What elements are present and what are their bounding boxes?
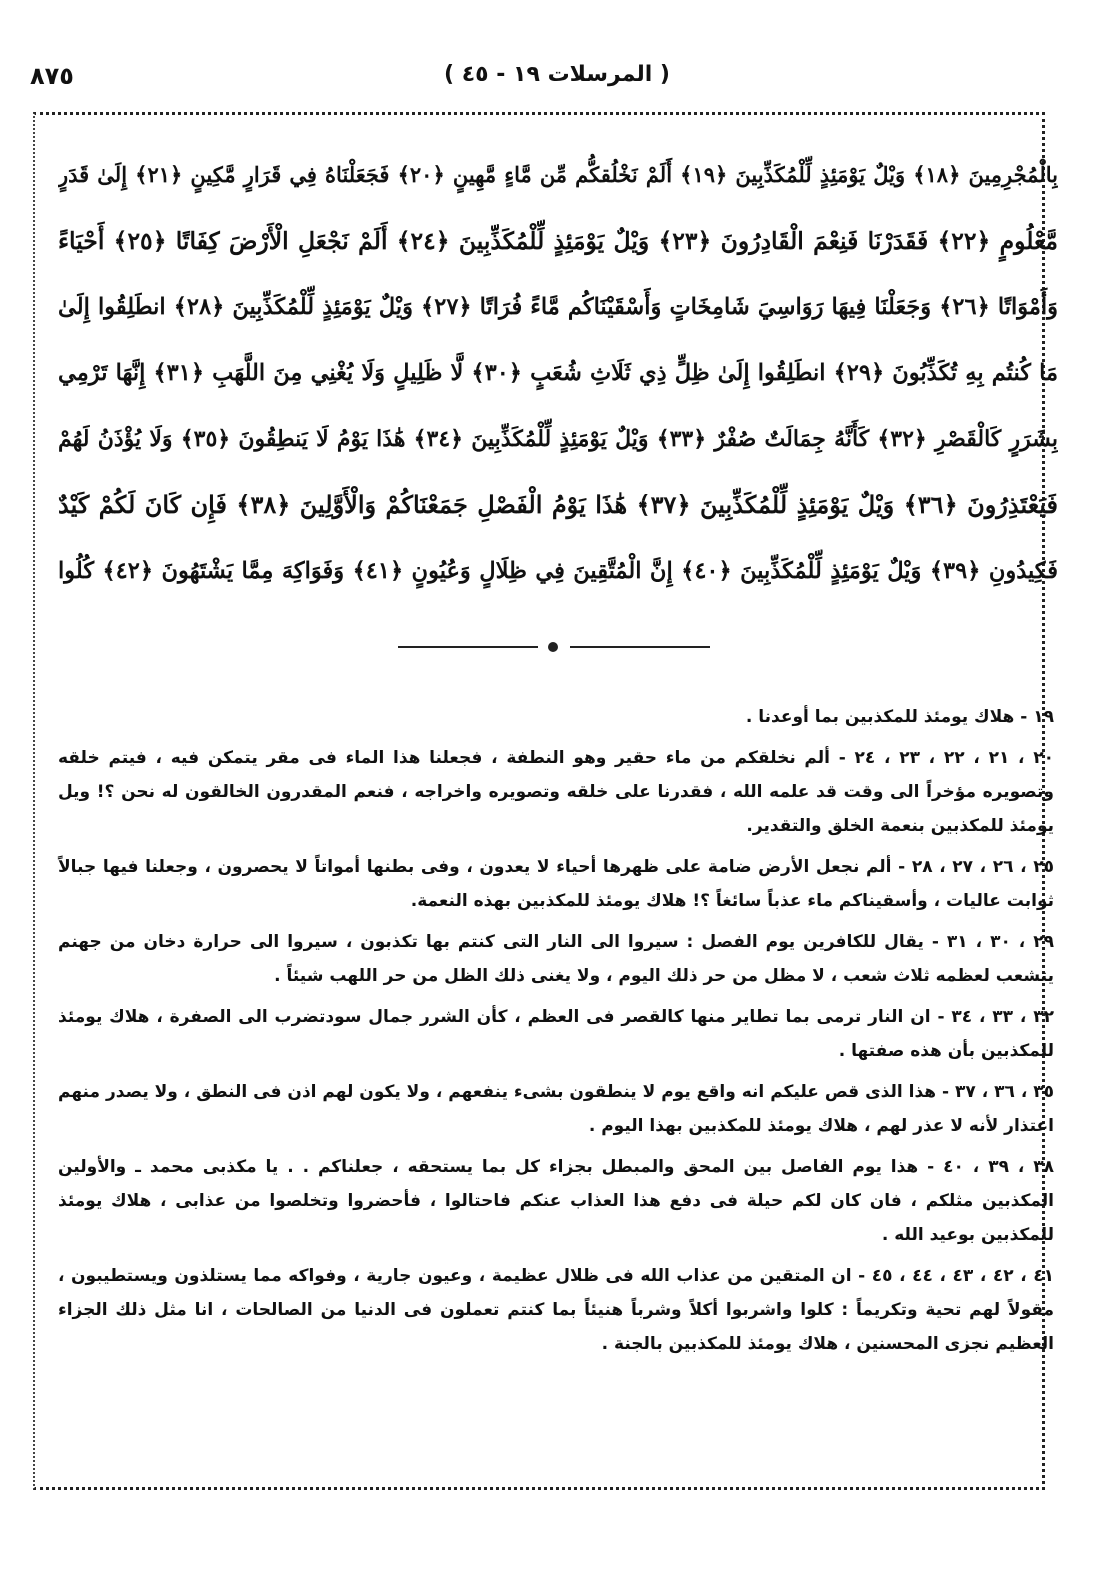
page-header bbox=[30, 62, 1084, 102]
commentary-paragraph: ١٩ - هلاك يومئذ للمكذبين بما أوعدنا . bbox=[745, 707, 1054, 727]
commentary-block bbox=[58, 700, 1054, 1368]
divider-line-left bbox=[398, 646, 538, 648]
verse-line: مَا كُنتُم بِهِ تُكَذِّبُونَ ﴿٢٩﴾ انطَلِقُوا إِلَىٰ ظِلٍّ ذِي ثَلَاثِ شُعَبٍ ﴿٣٠﴾ لَّا ظَلِيلٍ وَلَا يُغْنِي مِنَ اللَّهَبِ ﴿٣١﴾ إِنَّهَا تَرْمِي bbox=[58, 360, 1058, 386]
verse-line: فَكِيدُونِ ﴿٣٩﴾ وَيْلٌ يَوْمَئِذٍ لِّلْمُكَذِّبِينَ ﴿٤٠﴾ إِنَّ الْمُتَّقِينَ فِي ظِلَالٍ وَعُيُونٍ ﴿٤١﴾ وَفَوَاكِهَ مِمَّا يَشْتَهُونَ ﴿٤٢﴾ كُلُوا bbox=[58, 558, 1058, 584]
verse-line: فَيَعْتَذِرُونَ ﴿٣٦﴾ وَيْلٌ يَوْمَئِذٍ لِّلْمُكَذِّبِينَ ﴿٣٧﴾ هَٰذَا يَوْمُ الْفَصْلِ جَمَعْنَاكُمْ وَالْأَوَّلِينَ ﴿٣٨﴾ فَإِن كَانَ لَكُمْ كَيْدٌ bbox=[58, 490, 1058, 519]
commentary-paragraph: ٢٥ ، ٢٦ ، ٢٧ ، ٢٨ - ألم نجعل الأرض ضامة على ظهرها أحياء لا يعدون ، وفى بطنها أمواتاً لا يحصرون ، وجعلنا فيها جبالاً ثوابت عاليات ، وأسقيناكم ماء عذباً سائغاً ؟! هلاك يومئذ للمكذبين بهذه النعمة. bbox=[58, 857, 1055, 911]
commentary-paragraph: ٤١ ، ٤٢ ، ٤٣ ، ٤٤ ، ٤٥ - ان المتقين من عذاب الله فى ظلال عظيمة ، وعيون جارية ، وفواكه مما يستلذون ويستطيبون ، مقولاً لهم تحية وتكريماً : كلوا واشربوا أكلاً وشرباً هنيئاً بما كنتم تعملون فى الدنيا من الصالحات ، انا مثل ذلك الجزاء العظيم نجزى المحسنين ، هلاك يومئذ للمكذبين بالجنة . bbox=[58, 1266, 1054, 1354]
divider-ornament bbox=[548, 642, 558, 652]
commentary-paragraph: ٣٨ ، ٣٩ ، ٤٠ - هذا يوم الفاصل بين المحق والمبطل بجزاء كل بما يستحقه ، جعلناكم . . يا مكذبى محمد ـ والأولين المكذبين مثلكم ، فان كان لكم حيلة فى دفع هذا العذاب عنكم فاحتالوا ، فأحضروا وتخلصوا من عذابى ، هلاك يومئذ للمكذبين بوعيد الله . bbox=[58, 1157, 1055, 1245]
page-number: ٨٧٥ bbox=[30, 62, 74, 90]
divider-line-right bbox=[570, 646, 710, 648]
commentary-paragraph: ٣٥ ، ٣٦ ، ٣٧ - هذا الذى قص عليكم انه واقع يوم لا ينطقون بشىء ينفعهم ، ولا يكون لهم اذن فى النطق ، ولا يصدر منهم اعتذار لأنه لا عذر لهم ، هلاك يومئذ للمكذبين بهذا اليوم . bbox=[58, 1082, 1055, 1136]
verse-line: وَأَمْوَاتًا ﴿٢٦﴾ وَجَعَلْنَا فِيهَا رَوَاسِيَ شَامِخَاتٍ وَأَسْقَيْنَاكُم مَّاءً فُرَاتًا ﴿٢٧﴾ وَيْلٌ يَوْمَئِذٍ لِّلْمُكَذِّبِينَ ﴿٢٨﴾ انطَلِقُوا إِلَىٰ bbox=[58, 294, 1058, 320]
verse-line: مَّعْلُومٍ ﴿٢٢﴾ فَقَدَرْنَا فَنِعْمَ الْقَادِرُونَ ﴿٢٣﴾ وَيْلٌ يَوْمَئِذٍ لِّلْمُكَذِّبِينَ ﴿٢٤﴾ أَلَمْ نَجْعَلِ الْأَرْضَ كِفَاتًا ﴿٢٥﴾ أَحْيَاءً bbox=[58, 227, 1058, 255]
commentary-paragraph: ٢٠ ، ٢١ ، ٢٢ ، ٢٣ ، ٢٤ - ألم نخلقكم من ماء حقير وهو النطفة ، فجعلنا هذا الماء فى مقر يتمكن فيه ، فيتم خلقه وتصويره مؤخراً الى وقت قد علمه الله ، فقدرنا على خلقه وتصويره واخراجه ، فنعم المقدرون الخالقون له نحن ؟! ويل يومئذ للمكذبين بنعمة الخلق والتقدير. bbox=[58, 748, 1055, 836]
quran-verses-block bbox=[58, 142, 1058, 604]
commentary-paragraph: ٣٢ ، ٣٣ ، ٣٤ - ان النار ترمى بما تطاير منها كالقصر فى العظم ، كأن الشرر جمال سودتضرب الى الصفرة ، هلاك يومئذ للمكذبين بأن هذه صفتها . bbox=[58, 1007, 1054, 1061]
verse-line: بِالْمُجْرِمِينَ ﴿١٨﴾ وَيْلٌ يَوْمَئِذٍ لِّلْمُكَذِّبِينَ ﴿١٩﴾ أَلَمْ نَخْلُقكُّم مِّن مَّاءٍ مَّهِينٍ ﴿٢٠﴾ فَجَعَلْنَاهُ فِي قَرَارٍ مَّكِينٍ ﴿٢١﴾ إِلَىٰ قَدَرٍ bbox=[58, 162, 1058, 187]
verse-line: بِشَرَرٍ كَالْقَصْرِ ﴿٣٢﴾ كَأَنَّهُ جِمَالَتٌ صُفْرٌ ﴿٣٣﴾ وَيْلٌ يَوْمَئِذٍ لِّلْمُكَذِّبِينَ ﴿٣٤﴾ هَٰذَا يَوْمُ لَا يَنطِقُونَ ﴿٣٥﴾ وَلَا يُؤْذَنُ لَهُمْ bbox=[58, 426, 1058, 452]
surah-title: ( المرسلات ١٩ - ٤٥ ) bbox=[444, 62, 670, 87]
section-divider bbox=[398, 642, 710, 652]
commentary-paragraph: ٢٩ ، ٣٠ ، ٣١ - يقال للكافرين يوم الفصل : سيروا الى النار التى كنتم بها تكذبون ، سيروا الى حرارة دخان من جهنم يتشعب لعظمه ثلاث شعب ، لا مظل من حر ذلك اليوم ، ولا يغنى ذلك الظل من حر اللهب شيئاً . bbox=[58, 932, 1055, 986]
